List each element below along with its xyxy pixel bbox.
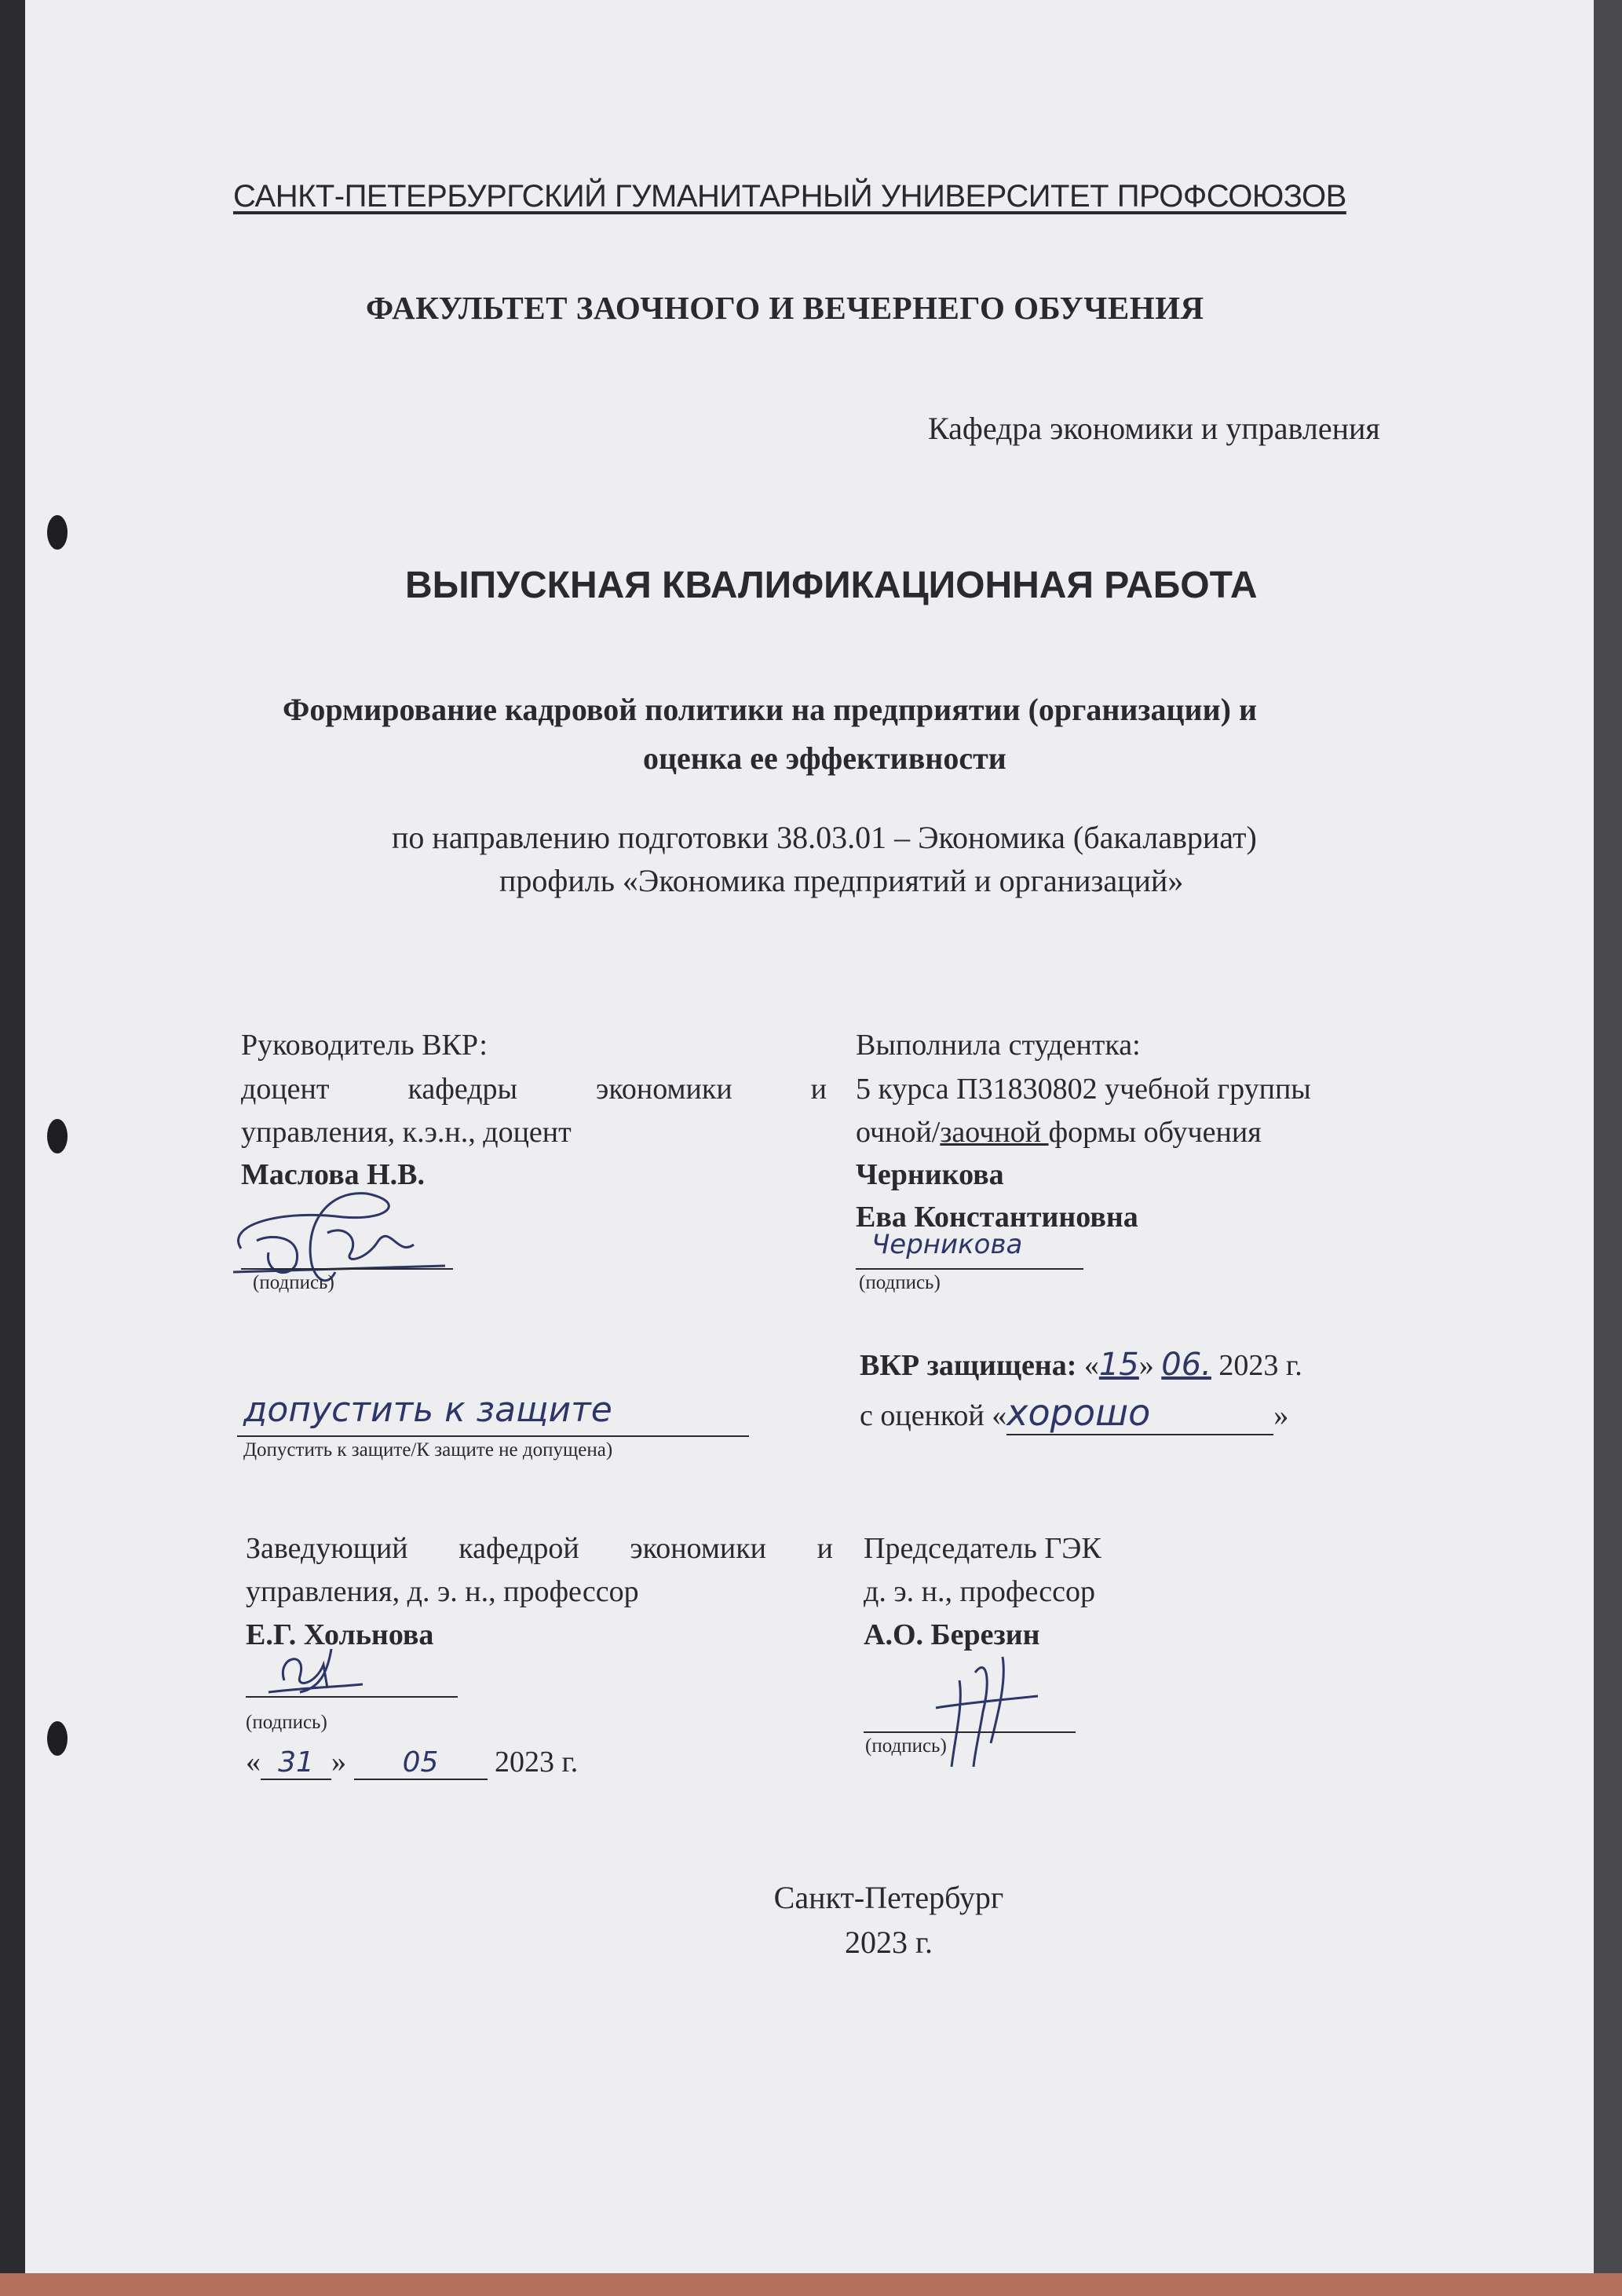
student-signature: Черникова (871, 1229, 1023, 1260)
word: кафедрой (458, 1532, 579, 1565)
word: кафедры (407, 1073, 518, 1106)
quote: « (246, 1746, 261, 1779)
work-title-line-2: оценка ее эффективности (643, 740, 1006, 776)
signature-line (246, 1696, 458, 1698)
supervisor-position-line-1 (241, 1072, 827, 1106)
defense-year: 2023 г. (1218, 1349, 1302, 1382)
defense-month: 06. (1161, 1347, 1211, 1383)
student-given-names: Ева Константиновна (856, 1201, 1138, 1234)
word: экономики (630, 1532, 766, 1565)
head-position-line-1 (246, 1531, 833, 1566)
signature-line (856, 1268, 1083, 1270)
head-signature-caption: (подпись) (246, 1712, 327, 1733)
gek-chair-signature-caption: (подпись) (865, 1735, 947, 1757)
background-edge (1594, 0, 1622, 2273)
grade-value: хорошо (1006, 1391, 1273, 1435)
supervisor-signature-caption: (подпись) (253, 1272, 334, 1293)
gek-chair-degree: д. э. н., профессор (864, 1575, 1095, 1608)
word: и (810, 1073, 827, 1106)
word: и (816, 1532, 833, 1565)
signature-line (864, 1731, 1076, 1733)
university-name: САНКТ-ПЕТЕРБУРГСКИЙ ГУМАНИТАРНЫЙ УНИВЕРСИТЕТ ПРОФСОЮЗОВ (233, 179, 1346, 214)
document-page (25, 0, 1594, 2273)
student-group: 5 курса П31830802 учебной группы (856, 1073, 1311, 1106)
head-signature (253, 1641, 371, 1704)
quote: » (331, 1746, 346, 1779)
student-study-form (856, 1115, 1262, 1150)
department-name: Кафедра экономики и управления (928, 411, 1380, 446)
defense-day: 15 (1098, 1347, 1139, 1383)
admission-caption: Допустить к защите/К защите не допущена) (243, 1439, 613, 1461)
supervisor-signature (210, 1178, 461, 1296)
head-date-day: 31 (261, 1746, 331, 1780)
defense-date (860, 1347, 1302, 1383)
supervisor-position-line-2: управления, к.э.н., доцент (241, 1116, 572, 1149)
quote: » (1138, 1349, 1154, 1382)
word: Заведующий (246, 1532, 408, 1565)
form-selected: заочной (940, 1116, 1049, 1149)
binder-hole (47, 1721, 68, 1756)
binder-hole (47, 515, 68, 550)
form-prefix: очной/ (856, 1116, 941, 1149)
study-direction: по направлению подготовки 38.03.01 – Экономика (бакалавриат) (392, 820, 1257, 855)
admission-handwritten: допустить к защите (243, 1390, 612, 1430)
student-signature-caption: (подпись) (859, 1272, 941, 1293)
head-date (246, 1745, 578, 1780)
admission-line (237, 1435, 749, 1437)
signature-line (241, 1268, 453, 1270)
head-position-line-2: управления, д. э. н., профессор (246, 1575, 639, 1608)
quote: « (1083, 1349, 1099, 1382)
grade-prefix: с оценкой « (860, 1399, 1007, 1432)
work-type-heading: ВЫПУСКНАЯ КВАЛИФИКАЦИОННАЯ РАБОТА (405, 565, 1258, 606)
binder-hole (47, 1119, 68, 1153)
supervisor-name: Маслова Н.В. (241, 1158, 426, 1191)
head-date-month: 05 (354, 1746, 488, 1780)
faculty-name: ФАКУЛЬТЕТ ЗАОЧНОГО И ВЕЧЕРНЕГО ОБУЧЕНИЯ (366, 290, 1204, 326)
grade-suffix: » (1273, 1399, 1289, 1432)
footer-year: 2023 г. (845, 1925, 933, 1960)
defense-grade (860, 1391, 1288, 1435)
student-heading: Выполнила студентка: (856, 1029, 1141, 1062)
gek-chair-title: Председатель ГЭК (864, 1532, 1101, 1565)
study-profile: профиль «Экономика предприятий и организаций» (499, 863, 1184, 898)
form-suffix: формы обучения (1048, 1116, 1262, 1149)
footer-city: Санкт-Петербург (773, 1880, 1004, 1915)
word: доцент (241, 1073, 330, 1106)
gek-chair-name: А.О. Березин (864, 1618, 1040, 1651)
background-surface (0, 2273, 1622, 2296)
student-surname: Черникова (856, 1158, 1004, 1191)
defense-label: ВКР защищена: (860, 1349, 1077, 1382)
work-title-line-1: Формирование кадровой политики на предприятии (организации) и (283, 692, 1258, 727)
head-date-year: 2023 г. (495, 1746, 579, 1779)
word: экономики (596, 1073, 732, 1106)
supervisor-heading: Руководитель ВКР: (241, 1029, 488, 1062)
head-name: Е.Г. Хольнова (246, 1618, 434, 1651)
